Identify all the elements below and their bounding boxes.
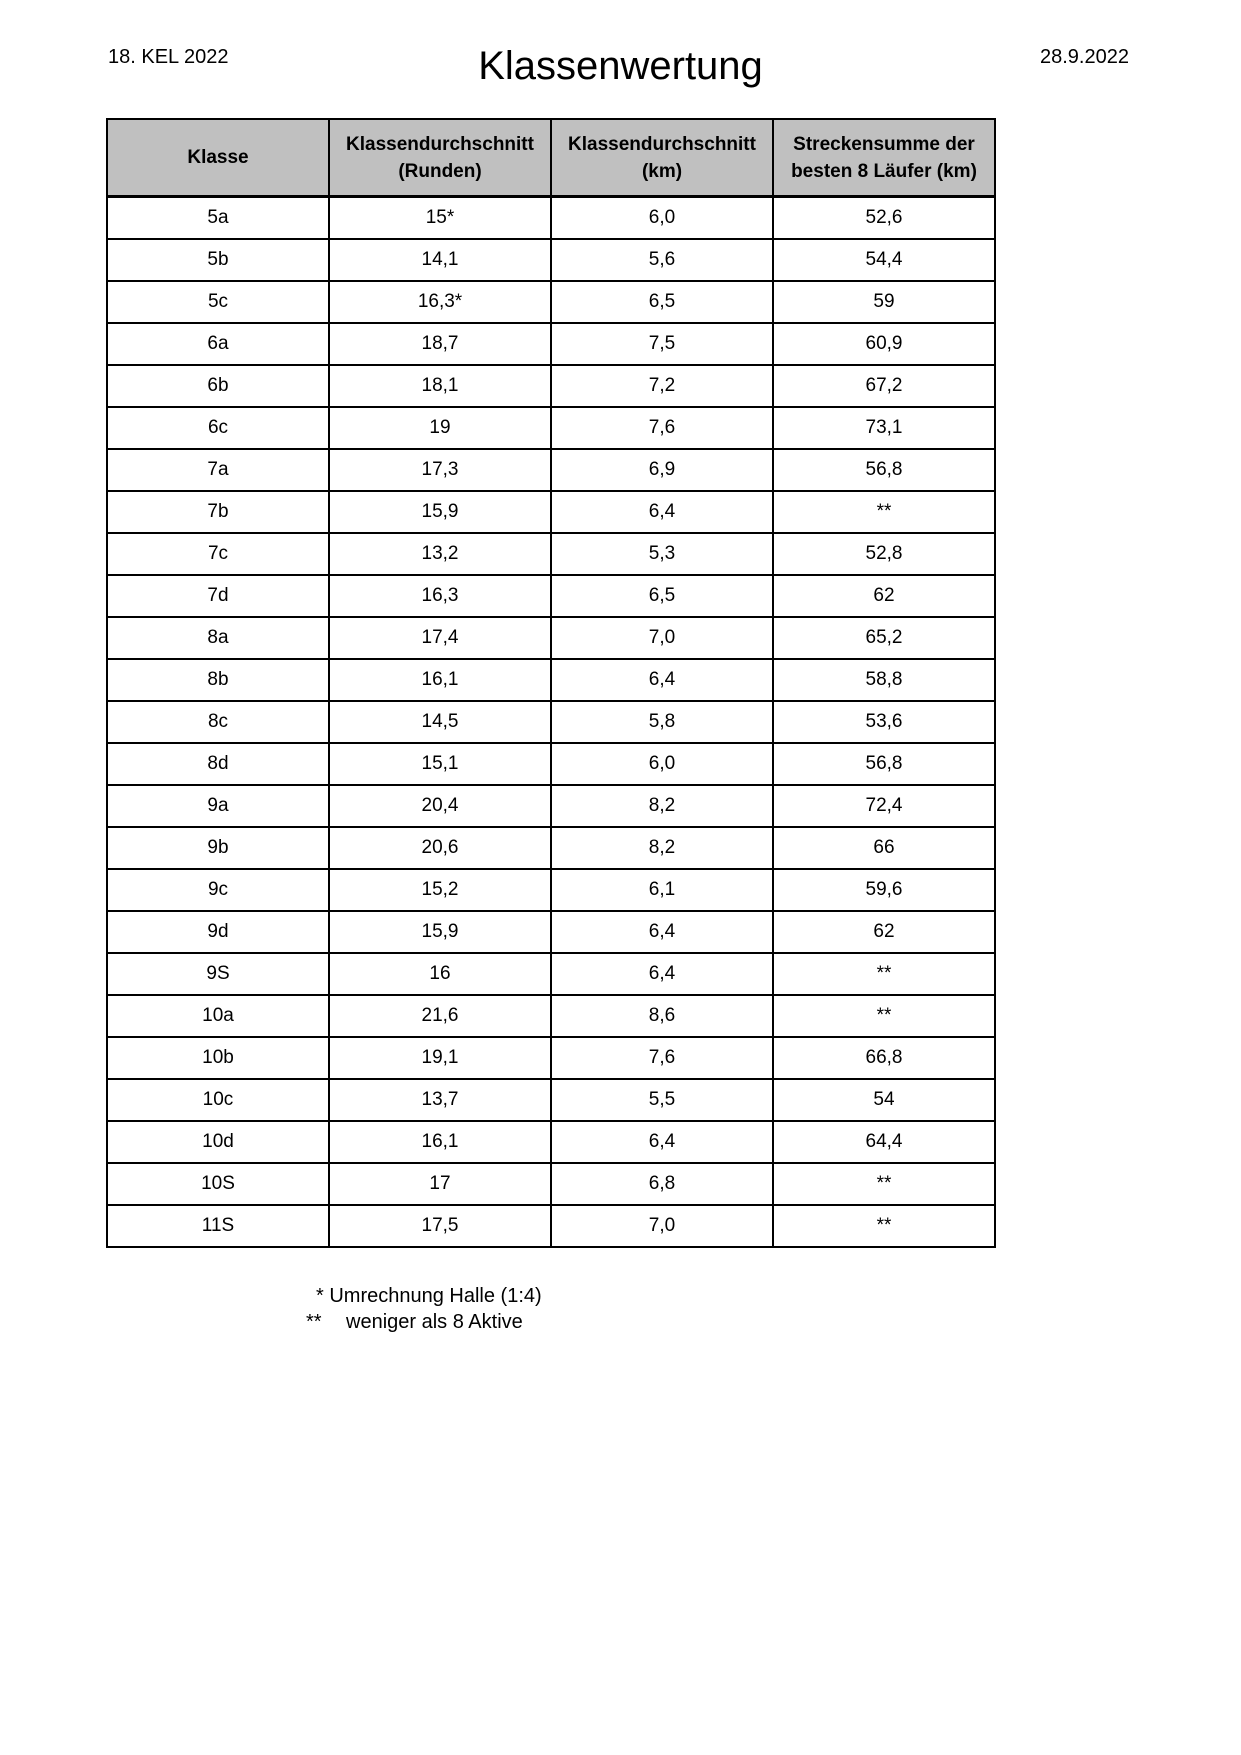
table-row xyxy=(107,869,995,911)
cell-avg-rounds: 15,9 xyxy=(329,911,551,953)
cell-klasse: 7a xyxy=(107,449,329,491)
cell-distance-sum: 52,6 xyxy=(773,197,995,240)
cell-avg-rounds: 16,1 xyxy=(329,659,551,701)
cell-avg-km: 6,1 xyxy=(551,869,773,911)
cell-avg-km: 8,2 xyxy=(551,785,773,827)
cell-avg-rounds: 14,5 xyxy=(329,701,551,743)
cell-avg-km: 7,0 xyxy=(551,1205,773,1247)
cell-klasse: 8c xyxy=(107,701,329,743)
table-row xyxy=(107,827,995,869)
cell-distance-sum: 53,6 xyxy=(773,701,995,743)
table-row xyxy=(107,953,995,995)
table-row xyxy=(107,449,995,491)
cell-avg-km: 5,3 xyxy=(551,533,773,575)
table-row xyxy=(107,323,995,365)
table-row xyxy=(107,1163,995,1205)
column-header-line: Klassendurchschnitt xyxy=(568,133,756,155)
cell-avg-km: 6,5 xyxy=(551,575,773,617)
header-date: 28.9.2022 xyxy=(1040,46,1129,68)
header-event: 18. KEL 2022 xyxy=(108,46,229,68)
cell-distance-sum: 54,4 xyxy=(773,239,995,281)
cell-distance-sum: 62 xyxy=(773,575,995,617)
cell-avg-km: 7,2 xyxy=(551,365,773,407)
cell-avg-km: 8,6 xyxy=(551,995,773,1037)
cell-distance-sum: 56,8 xyxy=(773,449,995,491)
cell-klasse: 11S xyxy=(107,1205,329,1247)
table-row xyxy=(107,911,995,953)
column-header-line: Klassendurchschnitt xyxy=(346,133,534,155)
column-header-line: Streckensumme der xyxy=(793,133,975,155)
cell-distance-sum: ** xyxy=(773,491,995,533)
table-row xyxy=(107,743,995,785)
cell-avg-rounds: 17,5 xyxy=(329,1205,551,1247)
cell-klasse: 8b xyxy=(107,659,329,701)
cell-avg-rounds: 15,2 xyxy=(329,869,551,911)
table-row xyxy=(107,533,995,575)
cell-klasse: 7c xyxy=(107,533,329,575)
cell-avg-km: 7,6 xyxy=(551,407,773,449)
cell-klasse: 5a xyxy=(107,197,329,240)
footnote-fewer-runners xyxy=(306,1309,542,1335)
cell-klasse: 10b xyxy=(107,1037,329,1079)
table-row xyxy=(107,575,995,617)
footnotes xyxy=(306,1283,542,1335)
cell-distance-sum: 56,8 xyxy=(773,743,995,785)
column-header-line: (km) xyxy=(641,160,683,182)
cell-avg-rounds: 16 xyxy=(329,953,551,995)
cell-distance-sum: 65,2 xyxy=(773,617,995,659)
table-row xyxy=(107,785,995,827)
cell-klasse: 10S xyxy=(107,1163,329,1205)
cell-avg-rounds: 20,6 xyxy=(329,827,551,869)
table-row xyxy=(107,491,995,533)
cell-avg-km: 7,5 xyxy=(551,323,773,365)
table-body xyxy=(107,197,995,1248)
cell-avg-rounds: 15* xyxy=(329,197,551,240)
cell-klasse: 8a xyxy=(107,617,329,659)
cell-distance-sum: 73,1 xyxy=(773,407,995,449)
footnote-text: weniger als 8 Aktive xyxy=(346,1311,523,1333)
cell-klasse: 10d xyxy=(107,1121,329,1163)
cell-avg-rounds: 18,1 xyxy=(329,365,551,407)
table-row xyxy=(107,239,995,281)
cell-avg-km: 8,2 xyxy=(551,827,773,869)
cell-avg-rounds: 21,6 xyxy=(329,995,551,1037)
table-row xyxy=(107,1121,995,1163)
results-table xyxy=(106,118,996,1248)
cell-klasse: 9b xyxy=(107,827,329,869)
cell-avg-km: 5,6 xyxy=(551,239,773,281)
cell-distance-sum: 64,4 xyxy=(773,1121,995,1163)
cell-avg-rounds: 17 xyxy=(329,1163,551,1205)
column-header-avg-rounds xyxy=(329,119,551,197)
table-row xyxy=(107,1037,995,1079)
cell-klasse: 7d xyxy=(107,575,329,617)
cell-distance-sum: 72,4 xyxy=(773,785,995,827)
cell-distance-sum: ** xyxy=(773,1163,995,1205)
cell-distance-sum: 52,8 xyxy=(773,533,995,575)
cell-avg-km: 6,4 xyxy=(551,659,773,701)
cell-avg-rounds: 19 xyxy=(329,407,551,449)
table-header-row xyxy=(107,119,995,197)
table-row xyxy=(107,407,995,449)
cell-distance-sum: ** xyxy=(773,953,995,995)
cell-avg-km: 6,4 xyxy=(551,911,773,953)
column-header-line: besten 8 Läufer (km) xyxy=(791,160,977,182)
table-row xyxy=(107,281,995,323)
cell-avg-km: 6,0 xyxy=(551,197,773,240)
cell-avg-km: 6,4 xyxy=(551,491,773,533)
cell-distance-sum: ** xyxy=(773,1205,995,1247)
cell-distance-sum: ** xyxy=(773,995,995,1037)
cell-distance-sum: 58,8 xyxy=(773,659,995,701)
cell-distance-sum: 66 xyxy=(773,827,995,869)
table-row xyxy=(107,1079,995,1121)
cell-distance-sum: 66,8 xyxy=(773,1037,995,1079)
cell-avg-km: 6,5 xyxy=(551,281,773,323)
cell-klasse: 6a xyxy=(107,323,329,365)
cell-klasse: 9d xyxy=(107,911,329,953)
cell-klasse: 6b xyxy=(107,365,329,407)
cell-klasse: 5c xyxy=(107,281,329,323)
cell-avg-rounds: 15,1 xyxy=(329,743,551,785)
cell-avg-km: 6,0 xyxy=(551,743,773,785)
cell-avg-rounds: 19,1 xyxy=(329,1037,551,1079)
table-row xyxy=(107,617,995,659)
column-header-avg-km xyxy=(551,119,773,197)
cell-klasse: 9c xyxy=(107,869,329,911)
cell-avg-rounds: 17,4 xyxy=(329,617,551,659)
column-header-klasse: Klasse xyxy=(107,119,329,197)
table-row xyxy=(107,365,995,407)
table-row xyxy=(107,197,995,240)
cell-klasse: 9S xyxy=(107,953,329,995)
cell-avg-km: 6,8 xyxy=(551,1163,773,1205)
cell-avg-km: 6,9 xyxy=(551,449,773,491)
cell-klasse: 9a xyxy=(107,785,329,827)
cell-avg-km: 5,8 xyxy=(551,701,773,743)
cell-distance-sum: 54 xyxy=(773,1079,995,1121)
cell-avg-rounds: 17,3 xyxy=(329,449,551,491)
cell-avg-rounds: 16,3 xyxy=(329,575,551,617)
page-title: Klassenwertung xyxy=(478,44,763,88)
footnote-mark: ** xyxy=(306,1311,322,1333)
cell-avg-km: 7,6 xyxy=(551,1037,773,1079)
cell-avg-rounds: 16,1 xyxy=(329,1121,551,1163)
cell-avg-km: 7,0 xyxy=(551,617,773,659)
cell-klasse: 5b xyxy=(107,239,329,281)
cell-avg-km: 6,4 xyxy=(551,953,773,995)
cell-avg-km: 5,5 xyxy=(551,1079,773,1121)
table-row xyxy=(107,659,995,701)
cell-distance-sum: 62 xyxy=(773,911,995,953)
cell-klasse: 10c xyxy=(107,1079,329,1121)
table-row xyxy=(107,995,995,1037)
cell-avg-rounds: 20,4 xyxy=(329,785,551,827)
cell-klasse: 7b xyxy=(107,491,329,533)
cell-avg-rounds: 13,2 xyxy=(329,533,551,575)
cell-distance-sum: 67,2 xyxy=(773,365,995,407)
footnote-conversion: * Umrechnung Halle (1:4) xyxy=(316,1285,542,1307)
table-row xyxy=(107,701,995,743)
cell-avg-rounds: 14,1 xyxy=(329,239,551,281)
cell-distance-sum: 59,6 xyxy=(773,869,995,911)
cell-avg-rounds: 13,7 xyxy=(329,1079,551,1121)
cell-klasse: 6c xyxy=(107,407,329,449)
cell-klasse: 8d xyxy=(107,743,329,785)
table-row xyxy=(107,1205,995,1247)
cell-avg-km: 6,4 xyxy=(551,1121,773,1163)
column-header-line: (Runden) xyxy=(398,160,482,182)
cell-avg-rounds: 15,9 xyxy=(329,491,551,533)
column-header-distance-sum xyxy=(773,119,995,197)
cell-klasse: 10a xyxy=(107,995,329,1037)
cell-distance-sum: 60,9 xyxy=(773,323,995,365)
cell-avg-rounds: 18,7 xyxy=(329,323,551,365)
cell-distance-sum: 59 xyxy=(773,281,995,323)
cell-avg-rounds: 16,3* xyxy=(329,281,551,323)
